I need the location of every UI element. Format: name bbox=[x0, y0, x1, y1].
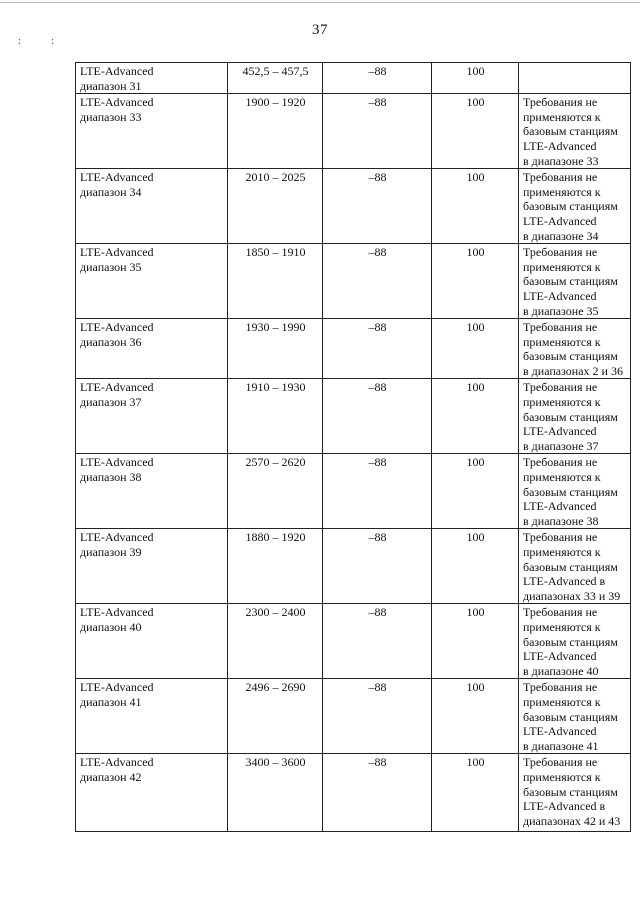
note-line: базовым станциям bbox=[523, 709, 618, 724]
table-row bbox=[76, 94, 631, 169]
cell-value: –88 bbox=[368, 455, 387, 470]
note-line: Требования не bbox=[523, 245, 598, 260]
cell-note bbox=[519, 63, 631, 94]
note-line: базовым станциям bbox=[523, 124, 618, 139]
note-line: LTE-Advanced в bbox=[523, 799, 606, 814]
standard-band-line: диапазон 36 bbox=[80, 334, 142, 349]
cell-value: –88 bbox=[368, 245, 387, 260]
cell-percent bbox=[432, 169, 519, 244]
cell-value: –88 bbox=[368, 680, 387, 695]
cell-standard-band bbox=[76, 169, 228, 244]
cell-frequency-range bbox=[228, 454, 323, 529]
note-line: Требования не bbox=[523, 455, 598, 470]
note-line: Требования не bbox=[523, 95, 598, 110]
cell-value: –88 bbox=[368, 380, 387, 395]
cell-value: 1880 – 1920 bbox=[245, 530, 306, 545]
note-line: базовым станциям bbox=[523, 484, 618, 499]
cell-note bbox=[519, 604, 631, 679]
standard-band-line: LTE-Advanced bbox=[80, 320, 154, 335]
cell-percent bbox=[432, 529, 519, 604]
page-top-rule bbox=[0, 2, 640, 3]
cell-standard-band bbox=[76, 94, 228, 169]
note-line: в диапазоне 41 bbox=[523, 738, 599, 753]
note-line: базовым станциям bbox=[523, 409, 618, 424]
note-line: LTE-Advanced bbox=[523, 138, 597, 153]
cell-value: 2300 – 2400 bbox=[245, 605, 306, 620]
note-line: применяются к bbox=[523, 769, 601, 784]
cell-frequency-range bbox=[228, 319, 323, 379]
cell-percent bbox=[432, 319, 519, 379]
note-line: Требования не bbox=[523, 605, 598, 620]
cell-note bbox=[519, 94, 631, 169]
note-line: базовым станциям bbox=[523, 199, 618, 214]
table-row bbox=[76, 319, 631, 379]
cell-percent bbox=[432, 754, 519, 832]
table-row bbox=[76, 529, 631, 604]
note-line: Требования не bbox=[523, 320, 598, 335]
standard-band-line: LTE-Advanced bbox=[80, 455, 154, 470]
cell-standard-band bbox=[76, 679, 228, 754]
cell-frequency-range bbox=[228, 679, 323, 754]
cell-value: 1900 – 1920 bbox=[245, 95, 306, 110]
cell-percent bbox=[432, 94, 519, 169]
cell-value: 100 bbox=[466, 455, 485, 470]
note-line: Требования не bbox=[523, 530, 598, 545]
standard-band-line: диапазон 37 bbox=[80, 395, 142, 410]
cell-value: –88 bbox=[368, 64, 387, 78]
cell-level bbox=[323, 379, 432, 454]
note-line: в диапазоне 34 bbox=[523, 228, 599, 243]
standard-band-line: диапазон 41 bbox=[80, 694, 142, 709]
cell-note bbox=[519, 754, 631, 832]
cell-value: –88 bbox=[368, 755, 387, 770]
cell-value: 1930 – 1990 bbox=[245, 320, 306, 335]
cell-value: 1850 – 1910 bbox=[245, 245, 306, 260]
cell-frequency-range bbox=[228, 754, 323, 832]
cell-value: –88 bbox=[368, 605, 387, 620]
cell-level bbox=[323, 679, 432, 754]
note-line: LTE-Advanced в bbox=[523, 574, 606, 589]
note-line: LTE-Advanced bbox=[523, 649, 597, 664]
cell-level bbox=[323, 529, 432, 604]
cell-value: 100 bbox=[466, 95, 485, 110]
note-line: в диапазоне 33 bbox=[523, 153, 599, 168]
note-line: LTE-Advanced bbox=[523, 288, 597, 303]
note-line: применяются к bbox=[523, 545, 601, 559]
spec-table bbox=[75, 62, 631, 832]
cell-value: 100 bbox=[466, 755, 485, 770]
note-line: Требования не bbox=[523, 680, 598, 695]
note-line: базовым станциям bbox=[523, 274, 618, 289]
cell-percent bbox=[432, 454, 519, 529]
note-line: базовым станциям bbox=[523, 634, 618, 649]
cell-value: –88 bbox=[368, 170, 387, 185]
standard-band-line: LTE-Advanced bbox=[80, 530, 154, 545]
cell-frequency-range bbox=[228, 63, 323, 94]
table-row bbox=[76, 379, 631, 454]
note-line: LTE-Advanced bbox=[523, 499, 597, 514]
note-line: Требования не bbox=[523, 755, 598, 770]
cell-standard-band bbox=[76, 529, 228, 604]
standard-band-line: диапазон 33 bbox=[80, 109, 142, 124]
note-line: Требования не bbox=[523, 170, 598, 185]
note-line: диапазонах 42 и 43 bbox=[523, 813, 621, 828]
note-line: LTE-Advanced bbox=[523, 213, 597, 228]
note-line: применяются к bbox=[523, 334, 601, 349]
note-line: применяются к bbox=[523, 395, 601, 410]
standard-band-line: диапазон 40 bbox=[80, 619, 142, 634]
table-row bbox=[76, 454, 631, 529]
cell-standard-band bbox=[76, 604, 228, 679]
cell-value: 100 bbox=[466, 530, 485, 545]
cell-value: 100 bbox=[466, 245, 485, 260]
cell-value: 452,5 – 457,5 bbox=[242, 64, 309, 78]
cell-value: 100 bbox=[466, 680, 485, 695]
cell-standard-band bbox=[76, 63, 228, 94]
note-line: применяются к bbox=[523, 184, 601, 199]
cell-level bbox=[323, 169, 432, 244]
cell-standard-band bbox=[76, 379, 228, 454]
note-line: применяются к bbox=[523, 619, 601, 634]
standard-band-line: LTE-Advanced bbox=[80, 170, 154, 185]
cell-level bbox=[323, 754, 432, 832]
cell-value: 2496 – 2690 bbox=[245, 680, 306, 695]
cell-frequency-range bbox=[228, 379, 323, 454]
cell-value: 100 bbox=[466, 170, 485, 185]
note-line: базовым станциям bbox=[523, 784, 618, 799]
standard-band-line: диапазон 39 bbox=[80, 545, 142, 559]
note-line: диапазонах 33 и 39 bbox=[523, 588, 621, 603]
margin-marks bbox=[18, 38, 82, 46]
cell-note bbox=[519, 529, 631, 604]
standard-band-line: LTE-Advanced bbox=[80, 755, 154, 770]
note-line: применяются к bbox=[523, 109, 601, 124]
cell-level bbox=[323, 244, 432, 319]
cell-level bbox=[323, 604, 432, 679]
cell-frequency-range bbox=[228, 244, 323, 319]
cell-value: –88 bbox=[368, 530, 387, 545]
standard-band-line: диапазон 38 bbox=[80, 470, 142, 485]
standard-band-line: LTE-Advanced bbox=[80, 605, 154, 620]
cell-note bbox=[519, 454, 631, 529]
cell-value: 100 bbox=[466, 320, 485, 335]
table-row bbox=[76, 604, 631, 679]
cell-note bbox=[519, 169, 631, 244]
cell-value: 100 bbox=[466, 64, 485, 78]
standard-band-line: LTE-Advanced bbox=[80, 380, 154, 395]
cell-standard-band bbox=[76, 244, 228, 319]
cell-percent bbox=[432, 679, 519, 754]
note-line: LTE-Advanced bbox=[523, 424, 597, 439]
cell-percent bbox=[432, 244, 519, 319]
cell-frequency-range bbox=[228, 169, 323, 244]
note-line: в диапазонах 2 и 36 bbox=[523, 363, 623, 378]
margin-mark: : bbox=[51, 36, 55, 47]
cell-standard-band bbox=[76, 454, 228, 529]
cell-standard-band bbox=[76, 754, 228, 832]
table-row bbox=[76, 754, 631, 832]
cell-note bbox=[519, 679, 631, 754]
table-row bbox=[76, 679, 631, 754]
cell-value: 1910 – 1930 bbox=[245, 380, 306, 395]
cell-value: 2010 – 2025 bbox=[245, 170, 306, 185]
cell-note bbox=[519, 319, 631, 379]
note-line: Требования не bbox=[523, 380, 598, 395]
note-line: применяются к bbox=[523, 259, 601, 274]
cell-frequency-range bbox=[228, 604, 323, 679]
standard-band-line: диапазон 34 bbox=[80, 184, 142, 199]
cell-standard-band bbox=[76, 319, 228, 379]
table-row bbox=[76, 244, 631, 319]
note-line: в диапазоне 38 bbox=[523, 513, 599, 528]
note-line: базовым станциям bbox=[523, 559, 618, 574]
table-row bbox=[76, 63, 631, 94]
cell-value: –88 bbox=[368, 320, 387, 335]
cell-note bbox=[519, 379, 631, 454]
standard-band-line: диапазон 35 bbox=[80, 259, 142, 274]
standard-band-line: LTE-Advanced bbox=[80, 64, 154, 78]
standard-band-line: LTE-Advanced bbox=[80, 245, 154, 260]
cell-value: 3400 – 3600 bbox=[245, 755, 306, 770]
note-line: в диапазоне 37 bbox=[523, 438, 599, 453]
cell-value: –88 bbox=[368, 95, 387, 110]
standard-band-line: LTE-Advanced bbox=[80, 680, 154, 695]
cell-value: 2570 – 2620 bbox=[245, 455, 306, 470]
note-line: базовым станциям bbox=[523, 349, 618, 364]
cell-value: 100 bbox=[466, 605, 485, 620]
cell-percent bbox=[432, 379, 519, 454]
cell-frequency-range bbox=[228, 529, 323, 604]
note-line: в диапазоне 35 bbox=[523, 303, 599, 318]
note-line: LTE-Advanced bbox=[523, 724, 597, 739]
cell-percent bbox=[432, 604, 519, 679]
note-line: применяются к bbox=[523, 694, 601, 709]
cell-level bbox=[323, 63, 432, 94]
cell-percent bbox=[432, 63, 519, 94]
cell-frequency-range bbox=[228, 94, 323, 169]
table-row bbox=[76, 169, 631, 244]
note-line: в диапазоне 40 bbox=[523, 663, 599, 678]
margin-mark: : bbox=[18, 36, 21, 47]
standard-band-line: диапазон 31 bbox=[80, 78, 142, 93]
note-line: применяются к bbox=[523, 470, 601, 485]
cell-level bbox=[323, 94, 432, 169]
cell-value: 100 bbox=[466, 380, 485, 395]
standard-band-line: диапазон 42 bbox=[80, 769, 142, 784]
standard-band-line: LTE-Advanced bbox=[80, 95, 154, 110]
page-number: 37 bbox=[312, 22, 328, 38]
cell-note bbox=[519, 244, 631, 319]
cell-level bbox=[323, 319, 432, 379]
cell-level bbox=[323, 454, 432, 529]
